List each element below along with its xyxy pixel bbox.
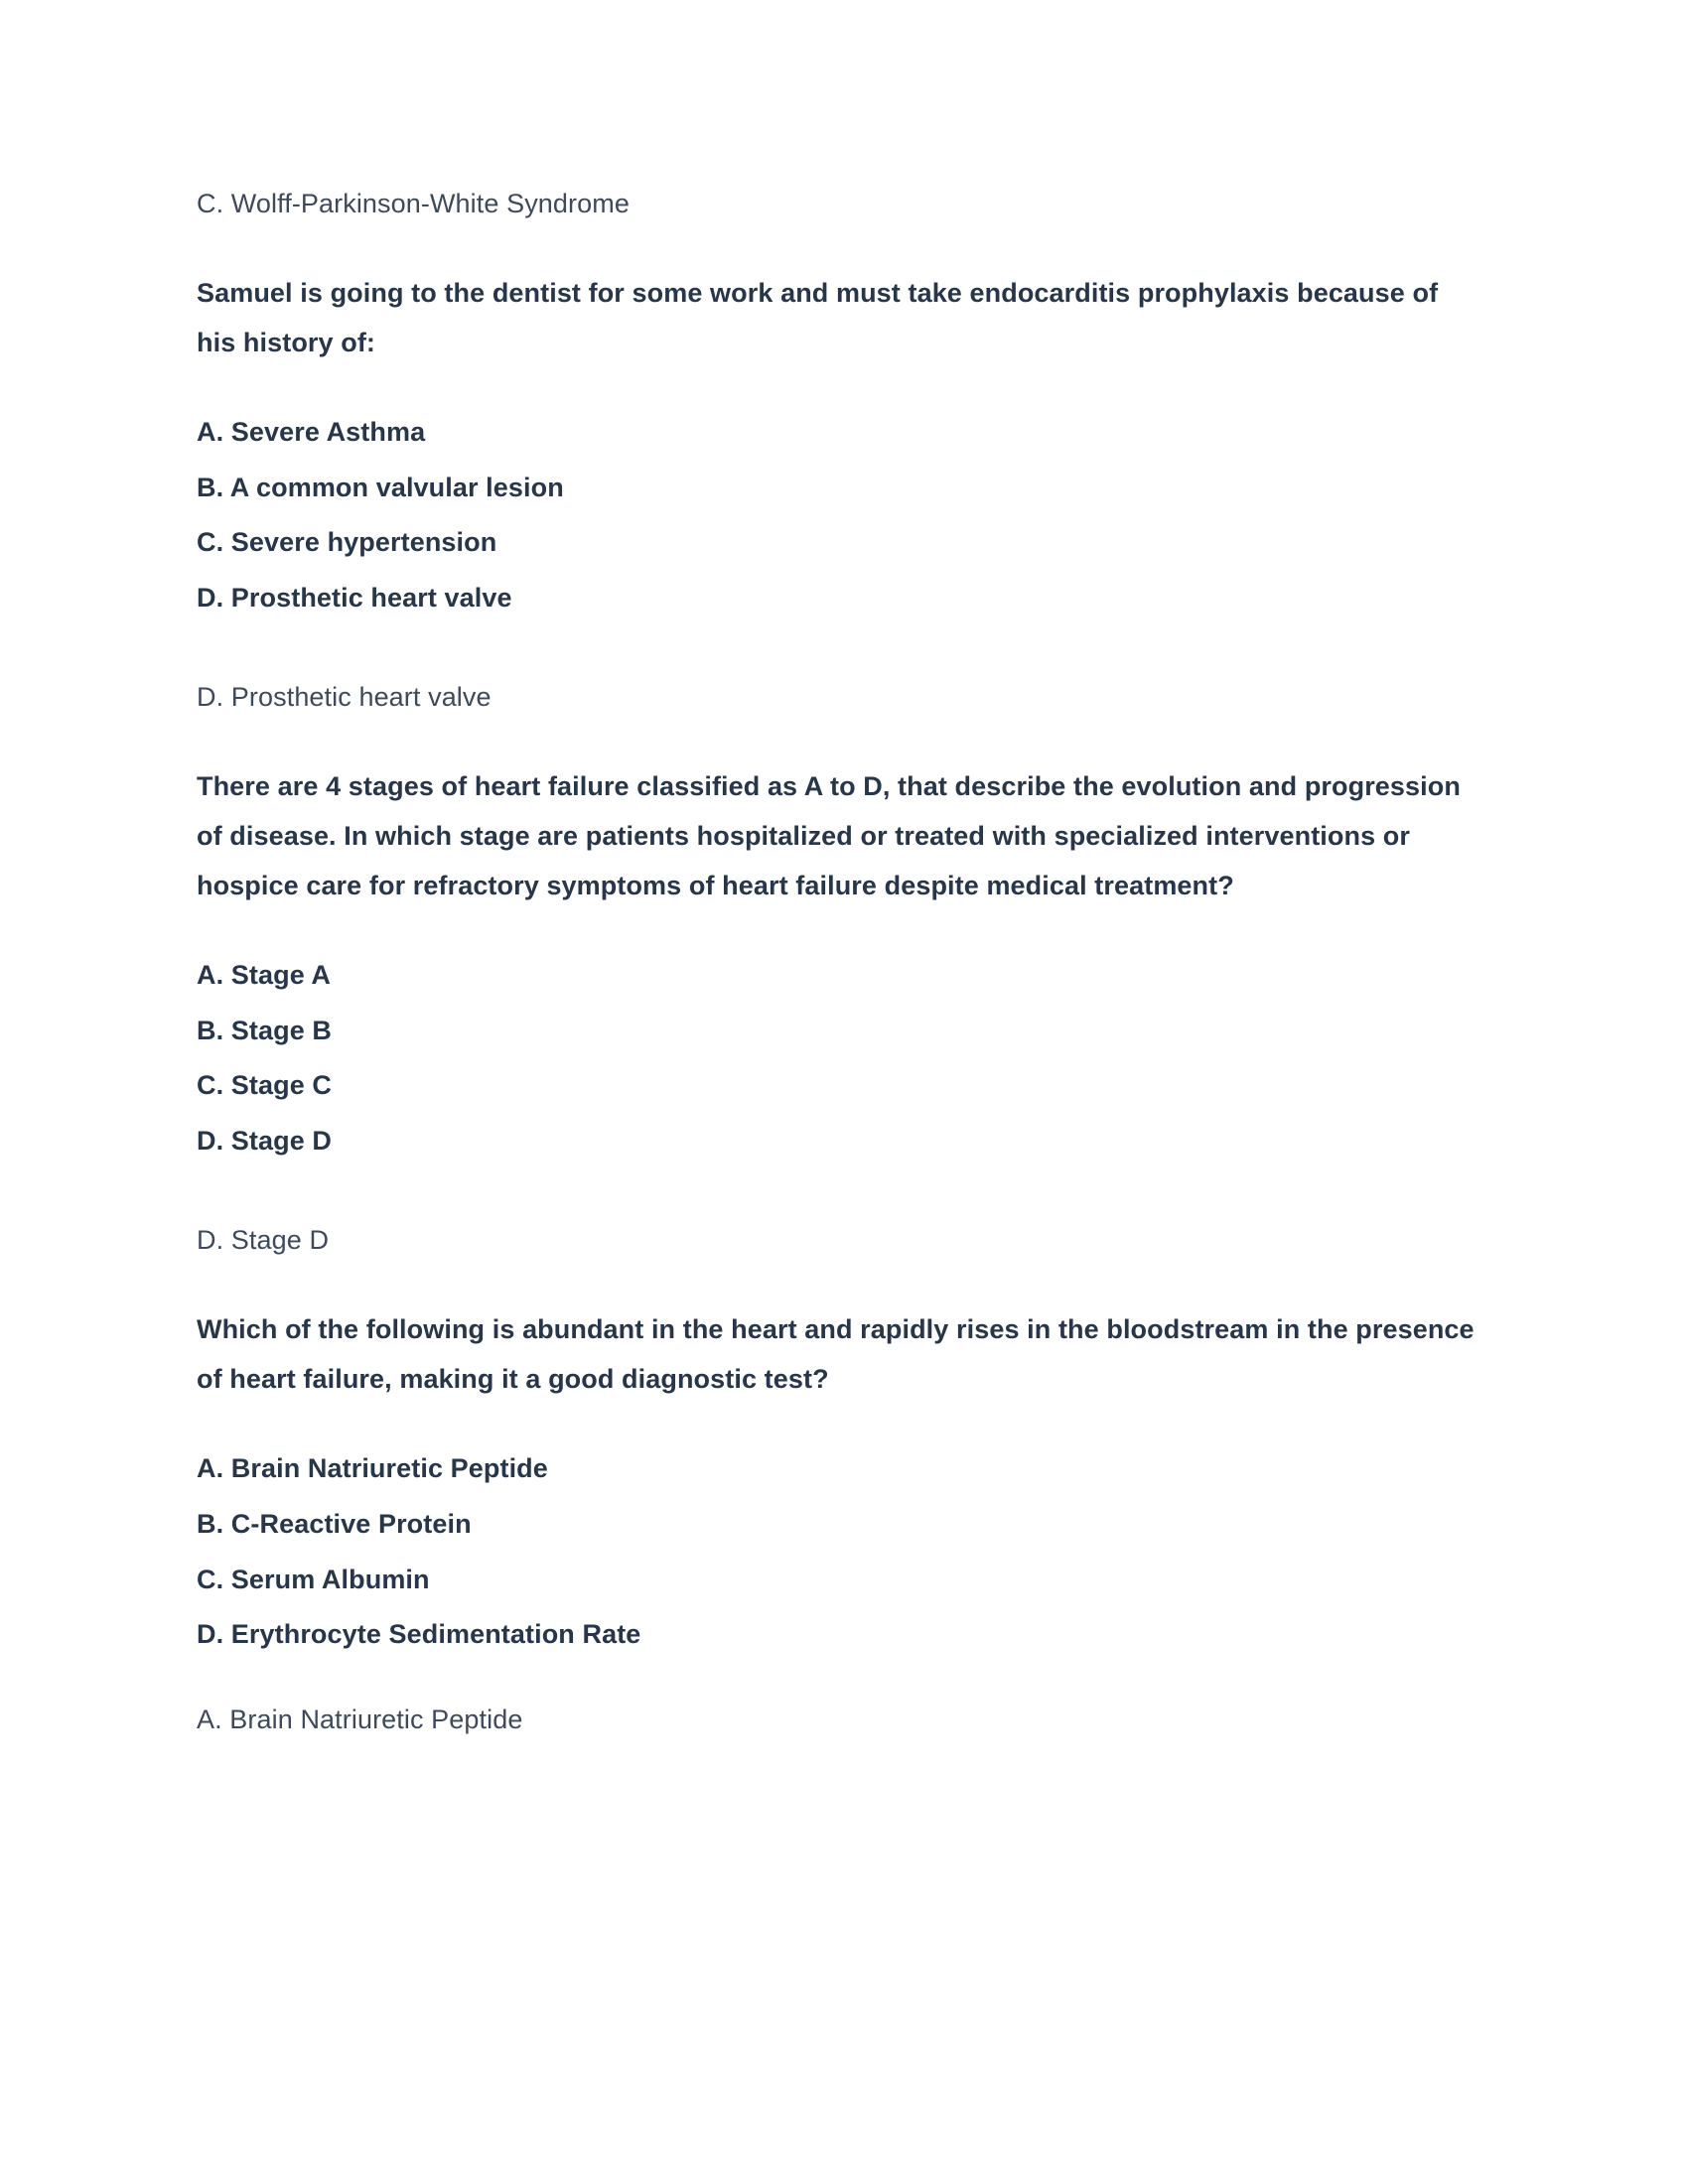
spacer	[197, 719, 1514, 762]
spacer	[197, 368, 1514, 412]
option-item: B. A common valvular lesion	[197, 472, 564, 502]
option-item: A. Brain Natriuretic Peptide	[197, 1452, 548, 1483]
option-item: A. Stage A	[197, 959, 332, 990]
spacer	[197, 1656, 1514, 1700]
answer-text: D. Stage D	[197, 1225, 330, 1256]
option-item: C. Serum Albumin	[197, 1564, 430, 1594]
question-text: There are 4 stages of heart failure classified as A to D, that describe the evolution and progression of disease. In which stage are patients hospitalized or treated with specialized interventions or hospice care for refractory symptoms of heart failure despite medical treatment?	[197, 770, 1461, 900]
option-list	[197, 412, 1514, 619]
answer-text: A. Brain Natriuretic Peptide	[197, 1705, 523, 1735]
spacer	[197, 1262, 1514, 1305]
option-item: D. Erythrocyte Sedimentation Rate	[197, 1619, 641, 1650]
answer-text: C. Wolff-Parkinson-White Syndrome	[197, 189, 630, 218]
question-text: Samuel is going to the dentist for some work and must take endocarditis prophylaxis because of his history of:	[197, 277, 1439, 357]
option-item: B. C-Reactive Protein	[197, 1508, 472, 1539]
option-list	[197, 1448, 1514, 1656]
option-item: C. Stage C	[197, 1070, 333, 1101]
option-item: A. Severe Asthma	[197, 416, 426, 447]
option-item: D. Prosthetic heart valve	[197, 583, 512, 614]
option-item: C. Severe hypertension	[197, 527, 497, 558]
answer-text: D. Prosthetic heart valve	[197, 682, 492, 713]
option-list	[197, 955, 1514, 1162]
spacer	[197, 225, 1514, 269]
question-text: Which of the following is abundant in the heart and rapidly rises in the bloodstream in the presence of heart failure, making it a good diagnostic test?	[197, 1313, 1475, 1394]
spacer	[197, 1162, 1514, 1220]
spacer	[197, 619, 1514, 677]
spacer	[197, 911, 1514, 955]
option-item: D. Stage D	[197, 1126, 333, 1157]
spacer	[197, 1405, 1514, 1448]
option-item: B. Stage B	[197, 1015, 333, 1045]
